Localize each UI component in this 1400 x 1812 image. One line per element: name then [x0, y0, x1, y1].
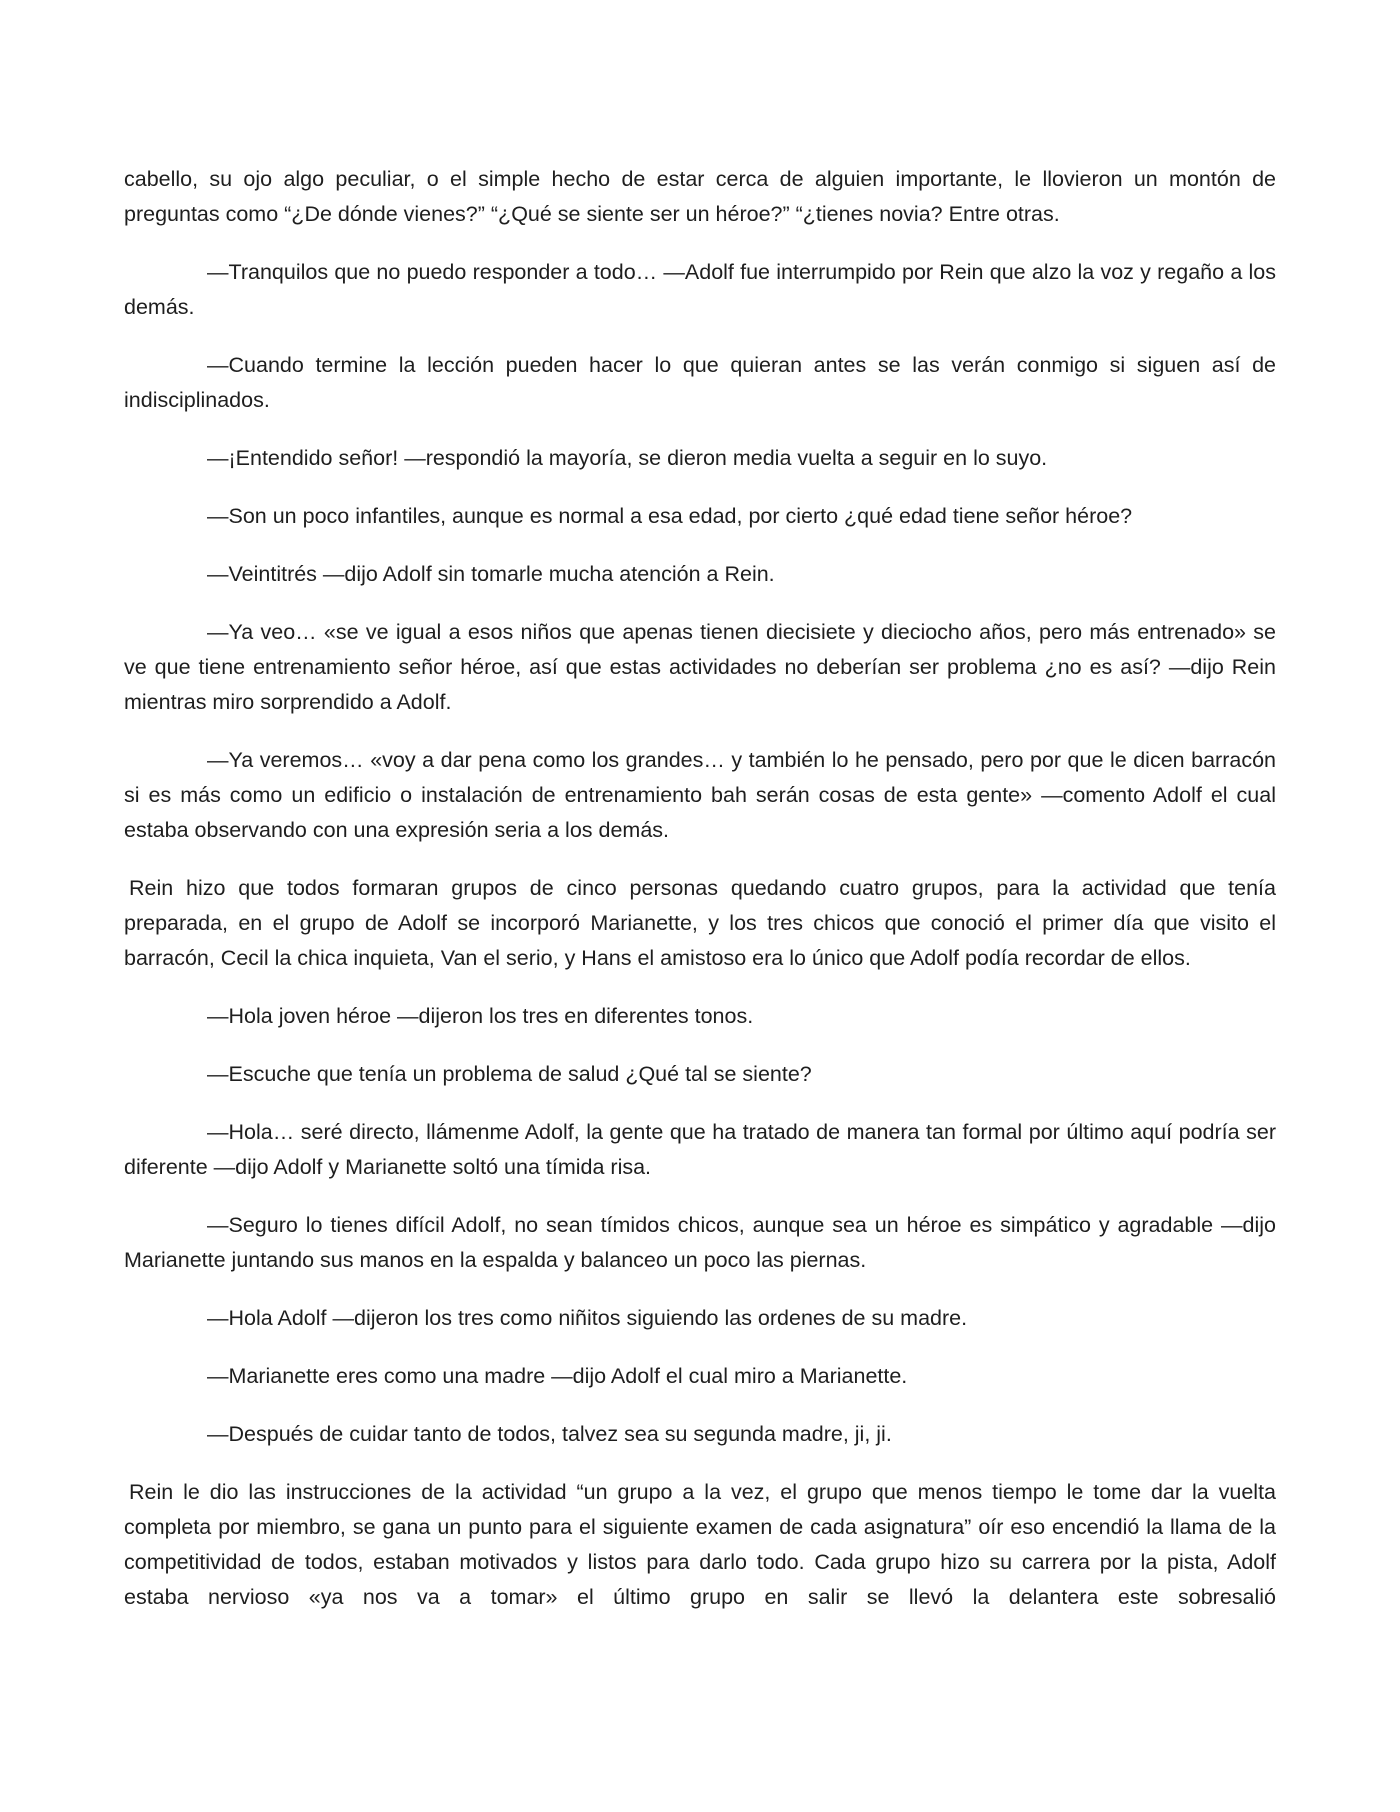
dialogue-paragraph: —Marianette eres como una madre —dijo Adolf el cual miro a Marianette. — [207, 1364, 908, 1388]
narrative-paragraph: Rein hizo que todos formaran grupos de cinco personas quedando cuatro grupos, para la actividad que tenía preparada, en el grupo de Adolf se incorporó Marianette, y los tres chicos que conoció el primer día que visito el barracón, Cecil la chica inquieta, Van el serio, y Hans el amistoso era lo único que Adolf podía recordar de ellos. — [124, 876, 1276, 970]
dialogue-paragraph: —¡Entendido señor! —respondió la mayoría, se dieron media vuelta a seguir en lo suyo. — [207, 446, 1048, 470]
paragraph-continuation: cabello, su ojo algo peculiar, o el simple hecho de estar cerca de alguien importante, le llovieron un montón de preguntas como “¿De dónde vienes?” “¿Qué se siente ser un héroe?” “¿tienes novia? Entre otras. — [124, 167, 1276, 226]
document-page — [124, 162, 1276, 1615]
dialogue-paragraph: —Ya veo… «se ve igual a esos niños que apenas tienen diecisiete y dieciocho años, pero más entrenado» se ve que tiene entrenamiento señor héroe, así que estas actividades no deberían ser problema ¿no es así? —dijo Rein mientras miro sorprendido a Adolf. — [124, 620, 1276, 714]
dialogue-paragraph: —Escuche que tenía un problema de salud ¿Qué tal se siente? — [207, 1062, 812, 1086]
dialogue-paragraph: —Veintitrés —dijo Adolf sin tomarle mucha atención a Rein. — [207, 562, 775, 586]
dialogue-paragraph: —Después de cuidar tanto de todos, talvez sea su segunda madre, ji, ji. — [207, 1422, 892, 1446]
dialogue-paragraph: —Tranquilos que no puedo responder a todo… —Adolf fue interrumpido por Rein que alzo la voz y regaño a los demás. — [124, 260, 1276, 319]
dialogue-paragraph: —Hola… seré directo, llámenme Adolf, la gente que ha tratado de manera tan formal por último aquí podría ser diferente —dijo Adolf y Marianette soltó una tímida risa. — [124, 1120, 1276, 1179]
dialogue-paragraph: —Ya veremos… «voy a dar pena como los grandes… y también lo he pensado, pero por que le dicen barracón si es más como un edificio o instalación de entrenamiento bah serán cosas de esta gente» —comento Adolf el cual estaba observando con una expresión seria a los demás. — [124, 748, 1276, 842]
dialogue-paragraph: —Hola Adolf —dijeron los tres como niñitos siguiendo las ordenes de su madre. — [207, 1306, 968, 1330]
dialogue-paragraph: —Hola joven héroe —dijeron los tres en diferentes tonos. — [207, 1004, 754, 1028]
dialogue-paragraph: —Son un poco infantiles, aunque es normal a esa edad, por cierto ¿qué edad tiene señor héroe? — [207, 504, 1133, 528]
dialogue-paragraph: —Seguro lo tienes difícil Adolf, no sean tímidos chicos, aunque sea un héroe es simpático y agradable —dijo Marianette juntando sus manos en la espalda y balanceo un poco las piernas. — [124, 1213, 1276, 1272]
dialogue-paragraph: —Cuando termine la lección pueden hacer lo que quieran antes se las verán conmigo si siguen así de indisciplinados. — [124, 353, 1276, 412]
narrative-paragraph: Rein le dio las instrucciones de la actividad “un grupo a la vez, el grupo que menos tiempo le tome dar la vuelta completa por miembro, se gana un punto para el siguiente examen de cada asignatura” oír eso encendió la llama de la competitividad de todos, estaban motivados y listos para darlo todo. Cada grupo hizo su carrera por la pista, Adolf estaba nervioso «ya nos va a tomar» el último grupo en salir se llevó la delantera este sobresalió — [124, 1480, 1276, 1609]
